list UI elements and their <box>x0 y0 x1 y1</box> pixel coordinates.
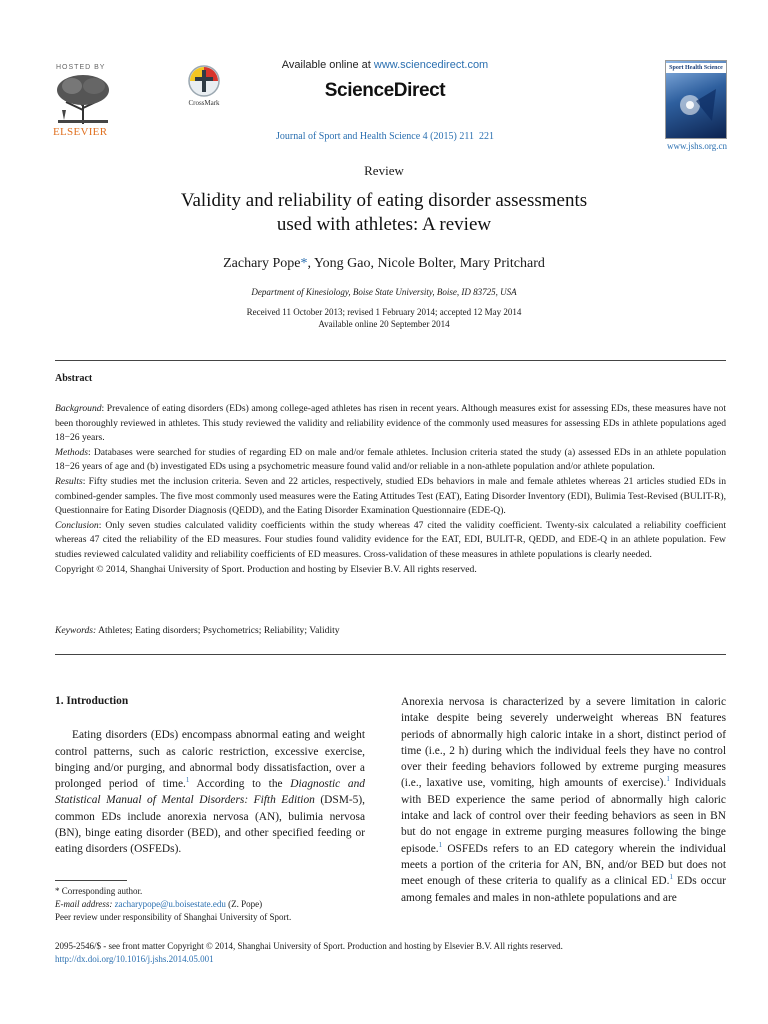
keywords <box>55 625 726 636</box>
article-title-line-2: used with athletes: A review <box>276 214 492 235</box>
available-online-date: Available online 20 September 2014 <box>318 319 450 329</box>
abstract-copyright: Copyright © 2014, Shanghai University of Sport. Production and hosting by Elsevier B.V. All rights reserved. <box>55 563 477 575</box>
author-rest: , Yong Gao, Nicole Bolter, Mary Pritchard <box>307 256 545 271</box>
methods-label: Methods <box>55 446 89 458</box>
body-top-rule <box>55 654 726 655</box>
intro-p1-text-a: Eating disorders (EDs) encompass abnormal eating and weight control patterns, such as caloric restriction, excessive exercise, binging and/or purging, and abnormal body dissatisfaction, over a prolonged period of time. <box>55 729 365 791</box>
sciencedirect-wordmark: ScienceDirect <box>324 80 446 101</box>
abstract-body <box>55 402 726 577</box>
author-first: Zachary Pope <box>223 256 301 271</box>
cover-title: Sport Health Science <box>666 63 726 73</box>
cover-art <box>666 61 726 138</box>
journal-website-link[interactable]: www.jshs.org.cn <box>667 141 727 151</box>
section-heading-introduction: 1. Introduction <box>55 695 129 707</box>
abstract-top-rule <box>55 360 726 361</box>
intro-paragraph-1 <box>55 727 365 857</box>
results-label: Results <box>55 475 83 487</box>
intro-p1-dsm-title: Diagnostic and Statistical Manual of Mental Disorders: Fifth Edition <box>55 778 365 807</box>
keywords-label: Keywords: <box>55 625 97 636</box>
sciencedirect-link[interactable]: www.sciencedirect.com <box>373 59 489 71</box>
email-link[interactable]: zacharypope@u.boisestate.edu <box>114 899 226 909</box>
article-title-line-1: Validity and reliability of eating disorder assessments <box>180 190 588 211</box>
conclusion-label: Conclusion <box>55 519 99 531</box>
received-dates: Received 11 October 2013; revised 1 February 2014; accepted 12 May 2014 <box>246 307 522 317</box>
email-label: E-mail address: <box>55 899 113 909</box>
abstract-conclusion <box>55 519 726 563</box>
issn-line: 2095-2546/$ - see front matter Copyright © 2014, Shanghai University of Sport. Production and hosting by Elsevier B.V. All rights reserved. <box>55 941 563 951</box>
article-history <box>84 306 684 330</box>
author-list <box>84 256 684 272</box>
article-title <box>84 189 684 237</box>
available-prefix: Available online at <box>281 59 374 71</box>
background-text: : Prevalence of eating disorders (EDs) among college-aged athletes has risen in recent years. Although measures exist for assessing EDs, these measures have not been thoroughly reviewed in athletes. This study reviewed the validity and reliability evidence of the commonly used measures for assessing EDs in athlete populations aged 18−26 years. <box>55 403 726 444</box>
elsevier-tree-logo <box>52 72 114 126</box>
crossmark-icon[interactable] <box>183 64 225 98</box>
reference-link[interactable]: 1 <box>438 840 443 849</box>
footnote-rule <box>55 880 127 881</box>
intro-p2-text-d: EDs occur among females and males in non-athlete populations and are <box>401 875 727 904</box>
crossmark-label: CrossMark <box>188 99 220 107</box>
intro-p1-text-b: According to the <box>189 778 291 791</box>
intro-paragraph-2 <box>401 694 726 906</box>
intro-p2-text-c: OSFEDs refers to an ED category wherein the individual meets a portion of the criteria for AN, BN, and/or BED but does not meet enough of these criteria to qualify as a clinical ED. <box>401 842 726 888</box>
conclusion-text: : Only seven studies calculated validity coefficients within the study whereas 47 cited the validity coefficient. Twenty-six calculated a reliability coefficient whereas 47 cited the reliability of the ED measures. Four studies found validity evidence for the EAT, EDI, BULIT-R, QEDD, and EDE-Q in an athlete population. Few studies reviewed calculated validity and reliability coefficients of ED measures. Cross-validation of these measures in athlete populations is clearly needed. <box>55 519 726 560</box>
abstract-background <box>55 402 726 446</box>
abstract-results <box>55 475 726 519</box>
reference-link[interactable]: 1 <box>666 775 670 784</box>
body-left-column <box>55 693 365 858</box>
intro-p1-text-c: (DSM-5), common EDs include anorexia nervosa (AN), bulimia nervosa (BN), binge eating disorder (BED), and other specified feeding or eating disorders (OSFEDs). <box>55 794 365 856</box>
article-type: Review <box>364 163 404 178</box>
journal-cover-image <box>665 60 727 139</box>
publisher-name: ELSEVIER <box>53 126 108 138</box>
email-note <box>55 898 365 911</box>
keywords-text: Athletes; Eating disorders; Psychometrics; Reliability; Validity <box>96 625 340 636</box>
reference-1-link[interactable]: 1 <box>185 776 190 785</box>
peer-review-note: Peer review under responsibility of Shanghai University of Sport. <box>55 912 292 922</box>
corresponding-author-mark[interactable]: * <box>300 256 308 271</box>
hosted-by-label: HOSTED BY <box>56 64 106 71</box>
footnotes <box>55 885 365 924</box>
methods-text: : Databases were searched for studies of regarding ED on male and/or female athletes. Inclusion criteria stated the study (a) assessed EDs in an athlete population 18−26 years of age and (b) investigated EDs using a psychometric measure found valid and/or reliable in a non-athlete population and/or athlete population. <box>55 446 726 473</box>
email-owner: (Z. Pope) <box>225 899 263 909</box>
reference-link[interactable]: 1 <box>669 873 673 882</box>
doi-link[interactable]: http://dx.doi.org/10.1016/j.jshs.2014.05.001 <box>55 954 214 964</box>
journal-citation-link[interactable]: Journal of Sport and Health Science 4 (2015) 211 221 <box>276 131 494 142</box>
abstract-methods <box>55 446 726 475</box>
page-footer <box>55 940 726 966</box>
available-online-line <box>230 59 540 71</box>
intro-p2-text-b: Individuals with BED experience the same period of abnormally high caloric intake and lack of control over their feeding behaviors as seen in BN but do not engage in extreme purging measures following the binge episode. <box>401 777 726 855</box>
affiliation: Department of Kinesiology, Boise State University, Boise, ID 83725, USA <box>251 287 517 297</box>
corresponding-author-note: * Corresponding author. <box>55 886 143 896</box>
intro-p2-text-a: Anorexia nervosa is characterized by a severe limitation in caloric intake despite being severely underweight whereas BN features periods of abnormally high caloric intake in a short, distinct period of time (i.e., 2 h) during which the individual feels they have no control over their feeding behaviors followed by extreme purging measures (i.e., laxative use, vomiting, high amounts of exercise). <box>401 696 726 790</box>
abstract-heading: Abstract <box>55 373 93 384</box>
results-text: : Fifty studies met the inclusion criteria. Seven and 22 articles, respectively, studied EDs behaviors in male and female athletes whereas 21 articles studied EDs in combined-gender samples. The five most commonly used measures were the Eating Attitudes Test (EAT), Eating Disorder Inventory (EDI), Bulimia Test-Revised (BULIT-R), Questionnaire for Eating Disorder Diagnosis (QEDD), and the Eating Disorder Examination Questionnaire (EDE-Q). <box>55 475 726 517</box>
body-right-column <box>401 694 726 906</box>
background-label: Background <box>55 403 102 414</box>
